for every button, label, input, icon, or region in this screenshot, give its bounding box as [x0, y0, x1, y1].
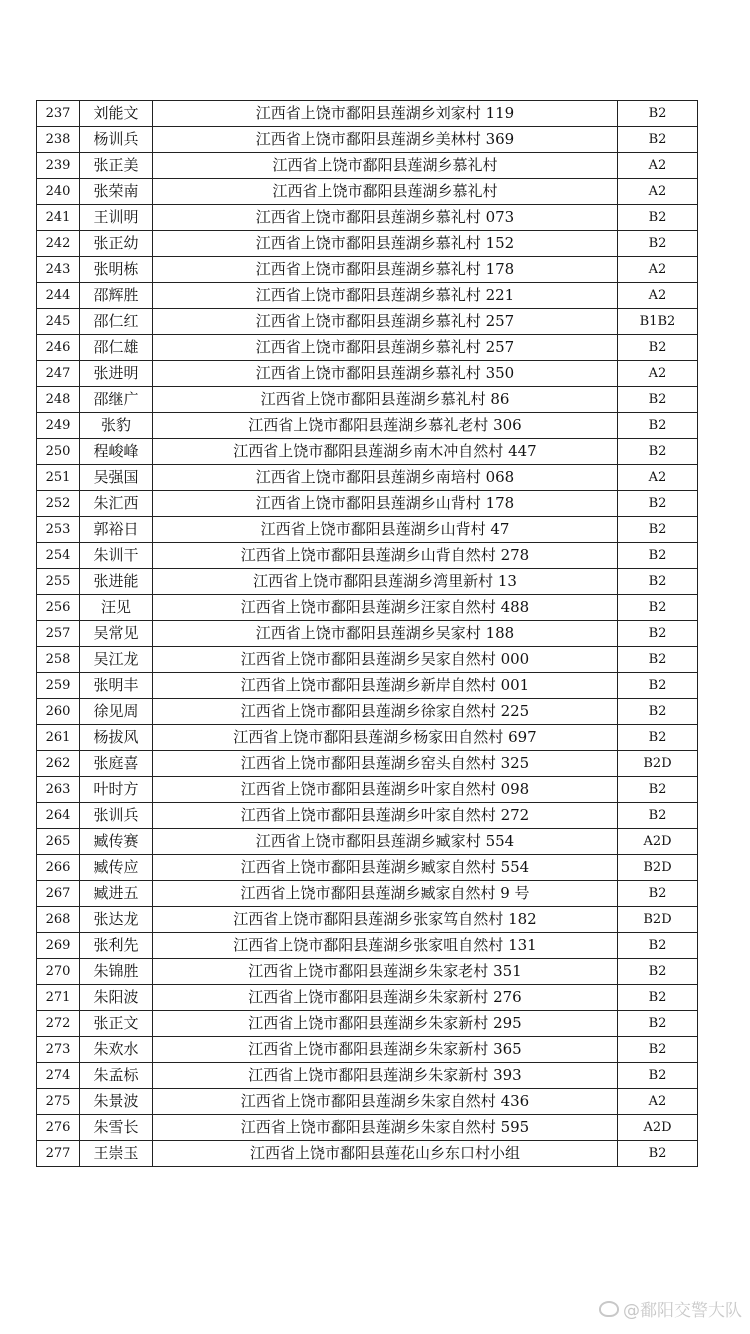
row-number-cell: 265	[37, 829, 80, 855]
name-cell: 臧进五	[80, 881, 153, 907]
name-cell: 朱锦胜	[80, 959, 153, 985]
name-cell: 张荣南	[80, 179, 153, 205]
row-number-cell: 259	[37, 673, 80, 699]
row-number-cell: 264	[37, 803, 80, 829]
table-row	[37, 699, 698, 725]
address-cell: 江西省上饶市鄱阳县莲湖乡慕礼老村 306	[153, 413, 618, 439]
table-row	[37, 1089, 698, 1115]
address-cell: 江西省上饶市鄱阳县莲湖乡湾里新村 13	[153, 569, 618, 595]
watermark	[599, 1296, 742, 1321]
address-cell: 江西省上饶市鄱阳县莲湖乡山背村 47	[153, 517, 618, 543]
license-class-cell: B2	[618, 439, 698, 465]
row-number-cell: 258	[37, 647, 80, 673]
address-cell: 江西省上饶市鄱阳县莲湖乡杨家田自然村 697	[153, 725, 618, 751]
name-cell: 张正幼	[80, 231, 153, 257]
name-cell: 张正美	[80, 153, 153, 179]
license-class-cell: B2	[618, 543, 698, 569]
row-number-cell: 245	[37, 309, 80, 335]
row-number-cell: 242	[37, 231, 80, 257]
name-cell: 汪见	[80, 595, 153, 621]
license-class-cell: B2	[618, 413, 698, 439]
address-cell: 江西省上饶市鄱阳县莲湖乡臧家自然村 9 号	[153, 881, 618, 907]
address-cell: 江西省上饶市鄱阳县莲湖乡朱家自然村 436	[153, 1089, 618, 1115]
name-cell: 叶时方	[80, 777, 153, 803]
name-cell: 张正文	[80, 1011, 153, 1037]
name-cell: 张达龙	[80, 907, 153, 933]
license-class-cell: B2	[618, 621, 698, 647]
license-class-cell: B2	[618, 231, 698, 257]
address-cell: 江西省上饶市鄱阳县莲湖乡慕礼村 152	[153, 231, 618, 257]
row-number-cell: 252	[37, 491, 80, 517]
license-class-cell: A2	[618, 465, 698, 491]
license-class-cell: A2	[618, 1089, 698, 1115]
license-class-cell: A2D	[618, 829, 698, 855]
row-number-cell: 250	[37, 439, 80, 465]
address-cell: 江西省上饶市鄱阳县莲湖乡朱家新村 365	[153, 1037, 618, 1063]
row-number-cell: 257	[37, 621, 80, 647]
table-row	[37, 569, 698, 595]
row-number-cell: 261	[37, 725, 80, 751]
license-class-cell: B2	[618, 491, 698, 517]
name-cell: 杨训兵	[80, 127, 153, 153]
row-number-cell: 263	[37, 777, 80, 803]
row-number-cell: 239	[37, 153, 80, 179]
row-number-cell: 243	[37, 257, 80, 283]
table-row	[37, 205, 698, 231]
row-number-cell: 240	[37, 179, 80, 205]
license-class-cell: A2	[618, 153, 698, 179]
table-row	[37, 751, 698, 777]
name-cell: 徐见周	[80, 699, 153, 725]
row-number-cell: 271	[37, 985, 80, 1011]
license-class-cell: A2	[618, 179, 698, 205]
row-number-cell: 276	[37, 1115, 80, 1141]
table-row	[37, 829, 698, 855]
table-row	[37, 1037, 698, 1063]
row-number-cell: 266	[37, 855, 80, 881]
license-class-cell: B2	[618, 1063, 698, 1089]
table-row	[37, 283, 698, 309]
table-row	[37, 387, 698, 413]
row-number-cell: 237	[37, 101, 80, 127]
row-number-cell: 262	[37, 751, 80, 777]
row-number-cell: 269	[37, 933, 80, 959]
table-row	[37, 335, 698, 361]
license-class-cell: A2D	[618, 1115, 698, 1141]
address-cell: 江西省上饶市鄱阳县莲湖乡山背自然村 278	[153, 543, 618, 569]
license-class-cell: B2	[618, 725, 698, 751]
license-class-cell: B2	[618, 777, 698, 803]
address-cell: 江西省上饶市鄱阳县莲湖乡慕礼村 257	[153, 309, 618, 335]
row-number-cell: 251	[37, 465, 80, 491]
name-cell: 郭裕日	[80, 517, 153, 543]
license-class-cell: B2	[618, 387, 698, 413]
row-number-cell: 238	[37, 127, 80, 153]
address-cell: 江西省上饶市鄱阳县莲湖乡南木冲自然村 447	[153, 439, 618, 465]
table-row	[37, 1063, 698, 1089]
table-row	[37, 101, 698, 127]
license-table	[36, 100, 698, 1167]
name-cell: 朱阳波	[80, 985, 153, 1011]
address-cell: 江西省上饶市鄱阳县莲湖乡慕礼村 221	[153, 283, 618, 309]
address-cell: 江西省上饶市鄱阳县莲湖乡慕礼村 350	[153, 361, 618, 387]
name-cell: 朱训干	[80, 543, 153, 569]
address-cell: 江西省上饶市鄱阳县莲湖乡慕礼村 073	[153, 205, 618, 231]
license-class-cell: B2	[618, 699, 698, 725]
name-cell: 张明栋	[80, 257, 153, 283]
address-cell: 江西省上饶市鄱阳县莲湖乡慕礼村	[153, 153, 618, 179]
row-number-cell: 267	[37, 881, 80, 907]
address-cell: 江西省上饶市鄱阳县莲湖乡慕礼村	[153, 179, 618, 205]
row-number-cell: 253	[37, 517, 80, 543]
license-class-cell: B1B2	[618, 309, 698, 335]
license-class-cell: B2D	[618, 907, 698, 933]
name-cell: 王崇玉	[80, 1141, 153, 1167]
table-row	[37, 491, 698, 517]
license-class-cell: B2	[618, 985, 698, 1011]
watermark-text: @鄱阳交警大队	[623, 1301, 742, 1321]
address-cell: 江西省上饶市鄱阳县莲湖乡朱家新村 393	[153, 1063, 618, 1089]
license-class-cell: B2	[618, 569, 698, 595]
license-class-cell: B2	[618, 1037, 698, 1063]
address-cell: 江西省上饶市鄱阳县莲湖乡叶家自然村 272	[153, 803, 618, 829]
address-cell: 江西省上饶市鄱阳县莲湖乡吴家村 188	[153, 621, 618, 647]
table-row	[37, 621, 698, 647]
name-cell: 张豹	[80, 413, 153, 439]
name-cell: 吴常见	[80, 621, 153, 647]
table-row	[37, 465, 698, 491]
table-row	[37, 881, 698, 907]
address-cell: 江西省上饶市鄱阳县莲湖乡慕礼村 257	[153, 335, 618, 361]
row-number-cell: 260	[37, 699, 80, 725]
table-row	[37, 543, 698, 569]
address-cell: 江西省上饶市鄱阳县莲湖乡臧家村 554	[153, 829, 618, 855]
name-cell: 朱孟标	[80, 1063, 153, 1089]
row-number-cell: 274	[37, 1063, 80, 1089]
row-number-cell: 246	[37, 335, 80, 361]
license-class-cell: B2	[618, 881, 698, 907]
table-row	[37, 127, 698, 153]
name-cell: 邵继广	[80, 387, 153, 413]
address-cell: 江西省上饶市鄱阳县莲湖乡刘家村 119	[153, 101, 618, 127]
name-cell: 张明丰	[80, 673, 153, 699]
name-cell: 王训明	[80, 205, 153, 231]
address-cell: 江西省上饶市鄱阳县莲湖乡南培村 068	[153, 465, 618, 491]
row-number-cell: 254	[37, 543, 80, 569]
row-number-cell: 256	[37, 595, 80, 621]
name-cell: 朱雪长	[80, 1115, 153, 1141]
license-class-cell: B2D	[618, 751, 698, 777]
address-cell: 江西省上饶市鄱阳县莲湖乡吴家自然村 000	[153, 647, 618, 673]
name-cell: 邵仁雄	[80, 335, 153, 361]
address-cell: 江西省上饶市鄱阳县莲湖乡美林村 369	[153, 127, 618, 153]
address-cell: 江西省上饶市鄱阳县莲湖乡山背村 178	[153, 491, 618, 517]
license-class-cell: B2	[618, 595, 698, 621]
license-class-cell: B2	[618, 933, 698, 959]
address-cell: 江西省上饶市鄱阳县莲湖乡张家笃自然村 182	[153, 907, 618, 933]
address-cell: 江西省上饶市鄱阳县莲湖乡张家咀自然村 131	[153, 933, 618, 959]
license-class-cell: A2	[618, 361, 698, 387]
row-number-cell: 275	[37, 1089, 80, 1115]
license-class-cell: B2	[618, 803, 698, 829]
row-number-cell: 247	[37, 361, 80, 387]
license-class-cell: B2D	[618, 855, 698, 881]
license-class-cell: B2	[618, 673, 698, 699]
table-row	[37, 647, 698, 673]
table-row	[37, 439, 698, 465]
table-row	[37, 413, 698, 439]
name-cell: 朱景波	[80, 1089, 153, 1115]
name-cell: 吴江龙	[80, 647, 153, 673]
address-cell: 江西省上饶市鄱阳县莲湖乡窑头自然村 325	[153, 751, 618, 777]
table-row	[37, 231, 698, 257]
address-cell: 江西省上饶市鄱阳县莲花山乡东口村小组	[153, 1141, 618, 1167]
row-number-cell: 273	[37, 1037, 80, 1063]
row-number-cell: 277	[37, 1141, 80, 1167]
table-row	[37, 985, 698, 1011]
name-cell: 杨拔风	[80, 725, 153, 751]
table-row	[37, 777, 698, 803]
license-class-cell: B2	[618, 335, 698, 361]
name-cell: 臧传赛	[80, 829, 153, 855]
address-cell: 江西省上饶市鄱阳县莲湖乡慕礼村 86	[153, 387, 618, 413]
address-cell: 江西省上饶市鄱阳县莲湖乡徐家自然村 225	[153, 699, 618, 725]
name-cell: 朱汇西	[80, 491, 153, 517]
table-row	[37, 309, 698, 335]
license-class-cell: B2	[618, 517, 698, 543]
row-number-cell: 241	[37, 205, 80, 231]
name-cell: 吴强国	[80, 465, 153, 491]
table-row	[37, 1011, 698, 1037]
table-row	[37, 361, 698, 387]
address-cell: 江西省上饶市鄱阳县莲湖乡朱家自然村 595	[153, 1115, 618, 1141]
license-class-cell: A2	[618, 283, 698, 309]
license-class-cell: B2	[618, 1011, 698, 1037]
table-row	[37, 725, 698, 751]
table-row	[37, 517, 698, 543]
table-body	[37, 101, 698, 1167]
license-class-cell: B2	[618, 127, 698, 153]
address-cell: 江西省上饶市鄱阳县莲湖乡新岸自然村 001	[153, 673, 618, 699]
weibo-icon	[599, 1301, 619, 1317]
name-cell: 张进能	[80, 569, 153, 595]
table-row	[37, 673, 698, 699]
table-row	[37, 933, 698, 959]
table-row	[37, 179, 698, 205]
address-cell: 江西省上饶市鄱阳县莲湖乡汪家自然村 488	[153, 595, 618, 621]
address-cell: 江西省上饶市鄱阳县莲湖乡叶家自然村 098	[153, 777, 618, 803]
license-class-cell: B2	[618, 101, 698, 127]
table-row	[37, 257, 698, 283]
license-class-cell: B2	[618, 205, 698, 231]
name-cell: 刘能文	[80, 101, 153, 127]
license-class-cell: A2	[618, 257, 698, 283]
row-number-cell: 249	[37, 413, 80, 439]
document-sheet	[36, 100, 697, 1167]
table-row	[37, 1115, 698, 1141]
row-number-cell: 255	[37, 569, 80, 595]
name-cell: 张训兵	[80, 803, 153, 829]
address-cell: 江西省上饶市鄱阳县莲湖乡慕礼村 178	[153, 257, 618, 283]
table-row	[37, 959, 698, 985]
name-cell: 张庭喜	[80, 751, 153, 777]
address-cell: 江西省上饶市鄱阳县莲湖乡臧家自然村 554	[153, 855, 618, 881]
license-class-cell: B2	[618, 647, 698, 673]
name-cell: 朱欢水	[80, 1037, 153, 1063]
row-number-cell: 268	[37, 907, 80, 933]
table-row	[37, 907, 698, 933]
table-row	[37, 153, 698, 179]
license-class-cell: B2	[618, 959, 698, 985]
name-cell: 臧传应	[80, 855, 153, 881]
name-cell: 张进明	[80, 361, 153, 387]
license-class-cell: B2	[618, 1141, 698, 1167]
table-row	[37, 1141, 698, 1167]
name-cell: 邵辉胜	[80, 283, 153, 309]
row-number-cell: 272	[37, 1011, 80, 1037]
name-cell: 程峻峰	[80, 439, 153, 465]
name-cell: 张利先	[80, 933, 153, 959]
row-number-cell: 248	[37, 387, 80, 413]
table-row	[37, 595, 698, 621]
address-cell: 江西省上饶市鄱阳县莲湖乡朱家老村 351	[153, 959, 618, 985]
address-cell: 江西省上饶市鄱阳县莲湖乡朱家新村 276	[153, 985, 618, 1011]
address-cell: 江西省上饶市鄱阳县莲湖乡朱家新村 295	[153, 1011, 618, 1037]
row-number-cell: 270	[37, 959, 80, 985]
row-number-cell: 244	[37, 283, 80, 309]
table-row	[37, 803, 698, 829]
table-row	[37, 855, 698, 881]
name-cell: 邵仁红	[80, 309, 153, 335]
